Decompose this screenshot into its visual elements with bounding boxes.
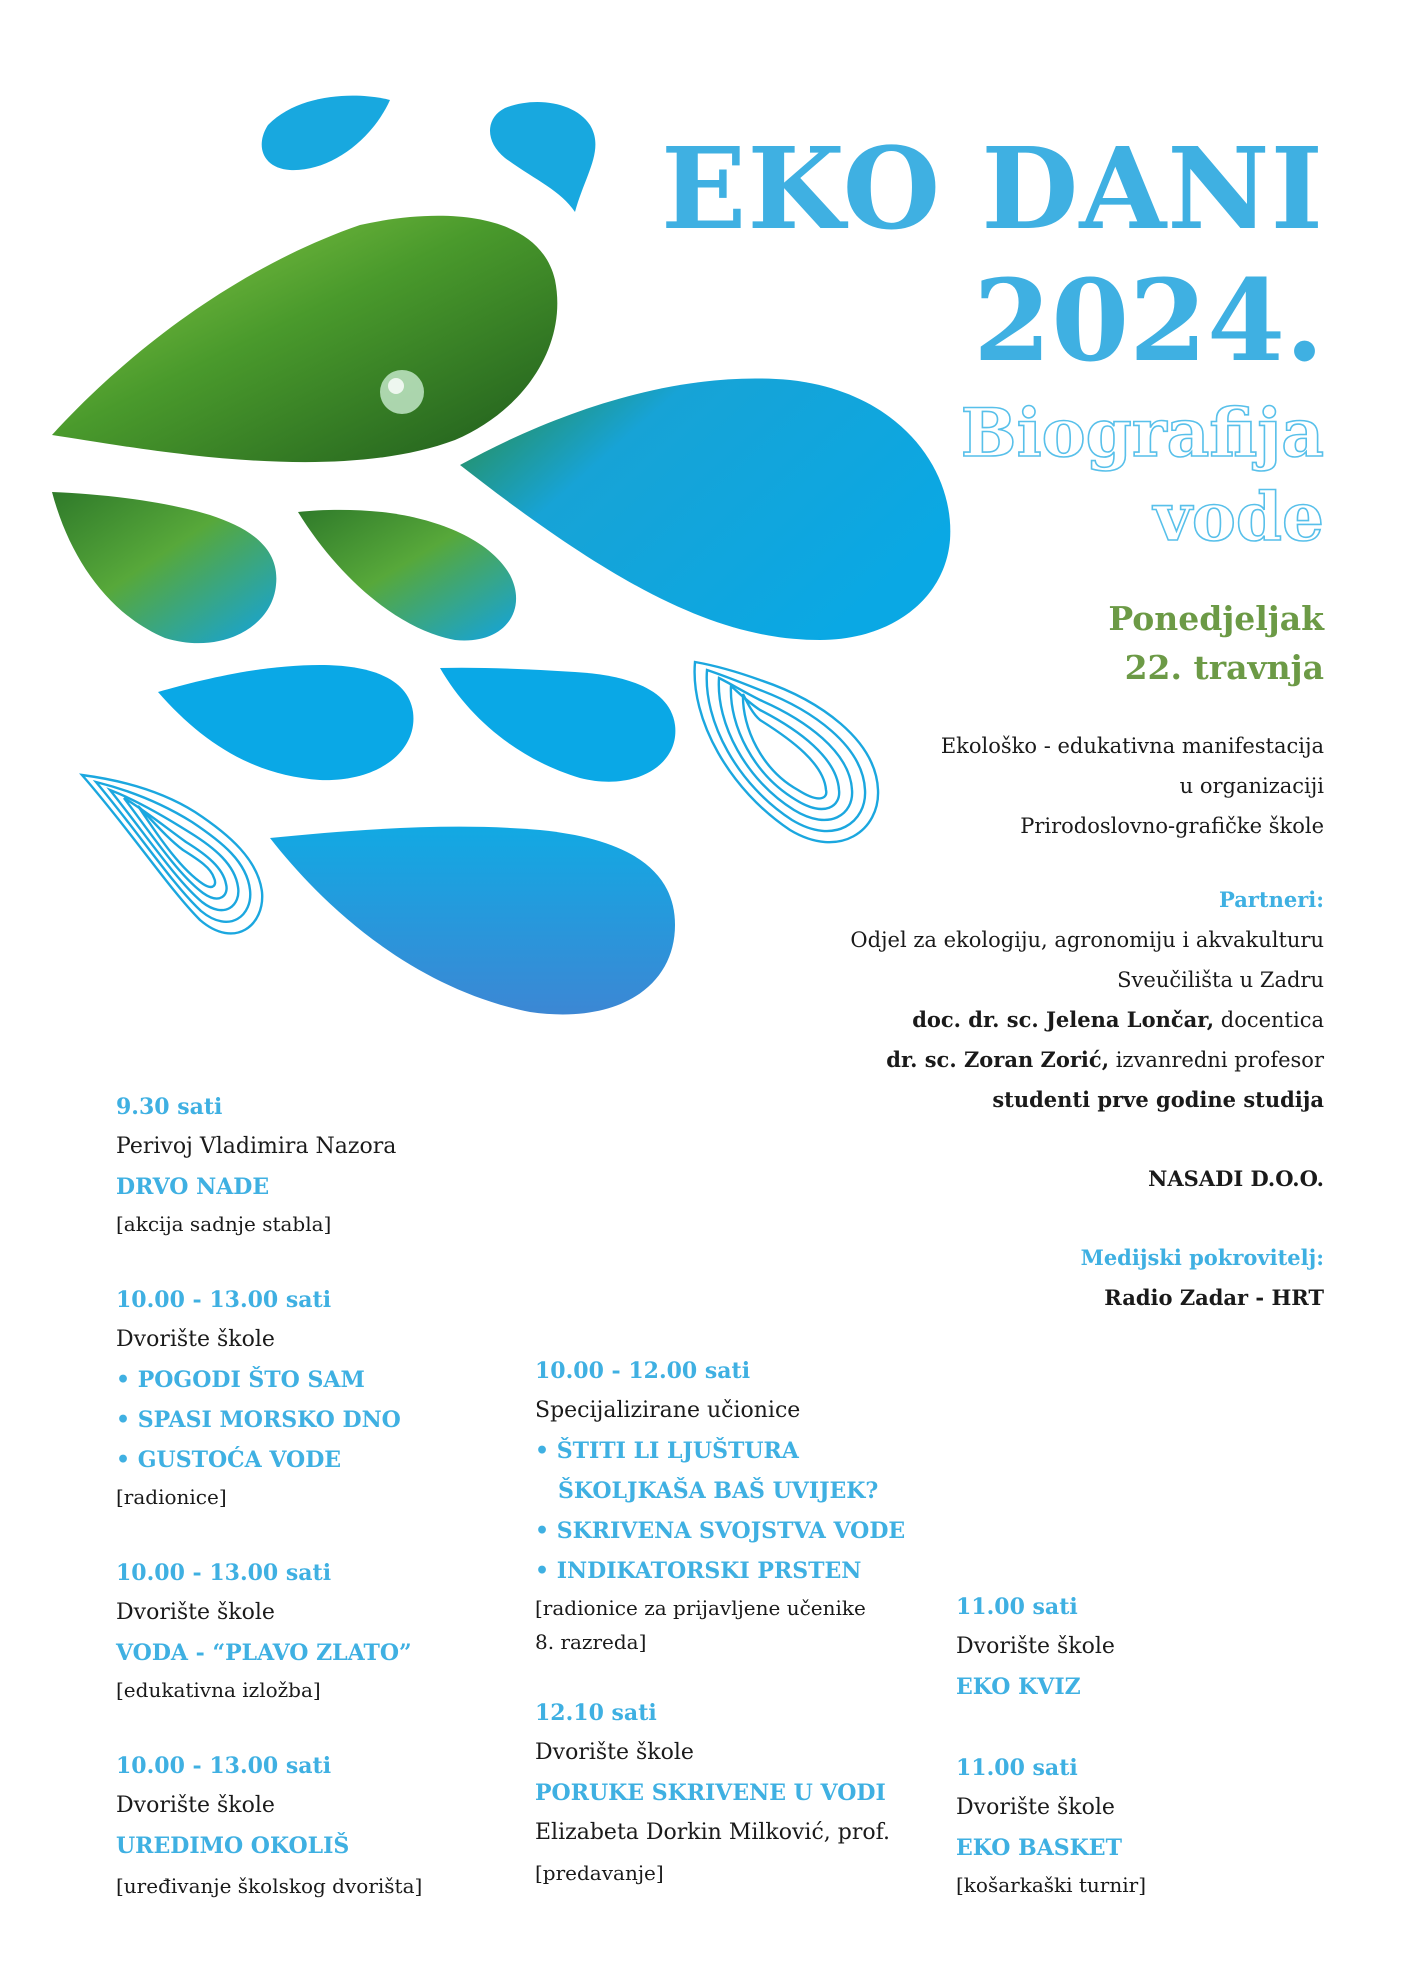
organizer-line3: Prirodoslovno-grafičke škole xyxy=(1020,814,1324,838)
schedule-place: Dvorište škole xyxy=(116,1793,275,1818)
schedule-time: 10.00 - 13.00 sati xyxy=(116,1753,332,1779)
schedule-speaker: Elizabeta Dorkin Milković, prof. xyxy=(535,1820,890,1845)
schedule-activity: • INDIKATORSKI PRSTEN xyxy=(535,1558,862,1584)
partners-line2: Sveučilišta u Zadru xyxy=(1117,968,1324,992)
schedule-activity: • GUSTOĆA VODE xyxy=(116,1447,342,1473)
schedule-note: [uređivanje školskog dvorišta] xyxy=(116,1874,423,1898)
person2-name: dr. sc. Zoran Zorić, xyxy=(886,1047,1110,1072)
schedule-activity: EKO BASKET xyxy=(956,1835,1122,1861)
organizer-line1: Ekološko - edukativna manifestacija xyxy=(940,734,1324,758)
partner-person2 xyxy=(886,1040,1324,1080)
schedule-place: Dvorište škole xyxy=(956,1795,1115,1820)
schedule-activity: • SPASI MORSKO DNO xyxy=(116,1407,401,1433)
schedule-activity: • ŠTITI LI LJUŠTURA xyxy=(535,1438,799,1464)
schedule-place: Dvorište škole xyxy=(956,1634,1115,1659)
person1-role: docentica xyxy=(1214,1008,1324,1032)
schedule-item xyxy=(535,1693,915,1893)
person1-name: doc. dr. sc. Jelena Lončar, xyxy=(912,1007,1215,1032)
partner-company: NASADI D.O.O. xyxy=(1148,1166,1324,1191)
schedule-activity: PORUKE SKRIVENE U VODI xyxy=(535,1780,886,1806)
organizer-line2: u organizaciji xyxy=(1179,774,1324,798)
partners-heading: Partneri: xyxy=(1218,887,1324,912)
schedule-item xyxy=(956,1587,1256,1707)
schedule-time: 11.00 sati xyxy=(956,1594,1078,1620)
drop-leaf-large xyxy=(52,216,557,462)
schedule-place: Perivoj Vladimira Nazora xyxy=(116,1134,397,1159)
person2-role: izvanredni profesor xyxy=(1109,1048,1324,1072)
schedule-activity: EKO KVIZ xyxy=(956,1674,1081,1700)
subtitle-line2: vode xyxy=(1153,478,1324,556)
media-heading: Medijski pokrovitelj: xyxy=(1080,1245,1324,1270)
drop-outline-left xyxy=(82,775,262,933)
partner-students: studenti prve godine studija xyxy=(992,1087,1324,1112)
drop-leaf-lower-left xyxy=(52,492,276,643)
drop-blue-mid xyxy=(440,668,675,782)
drop-small-top-left xyxy=(262,96,390,170)
subtitle-line1: Biografija xyxy=(960,394,1324,472)
partners-line1: Odjel za ekologiju, agronomiju i akvakulturu xyxy=(850,928,1324,952)
schedule-note: [predavanje] xyxy=(535,1861,664,1885)
title-line2: 2024. xyxy=(973,256,1324,387)
schedule-note: [radionice za prijavljene učenike xyxy=(535,1596,866,1620)
schedule-note: [edukativna izložba] xyxy=(116,1678,321,1702)
schedule-note: [košarkaški turnir] xyxy=(956,1873,1147,1897)
event-day: Ponedjeljak xyxy=(1108,599,1324,638)
schedule-note: [radionice] xyxy=(116,1485,227,1509)
schedule-place: Dvorište škole xyxy=(116,1327,275,1352)
schedule-item xyxy=(116,1553,536,1707)
event-date: 22. travnja xyxy=(1124,648,1324,687)
schedule-time: 10.00 - 13.00 sati xyxy=(116,1560,332,1586)
schedule-place: Dvorište škole xyxy=(535,1740,694,1765)
schedule-time: 12.10 sati xyxy=(535,1700,657,1726)
schedule-activity: ŠKOLJKAŠA BAŠ UVIJEK? xyxy=(535,1478,879,1504)
schedule-note: [akcija sadnje stabla] xyxy=(116,1212,332,1236)
schedule-item xyxy=(116,1746,536,1906)
schedule-activity: VODA - “PLAVO ZLATO” xyxy=(116,1640,412,1666)
schedule-item xyxy=(956,1748,1256,1902)
schedule-place: Dvorište škole xyxy=(116,1600,275,1625)
schedule-activity: DRVO NADE xyxy=(116,1174,270,1200)
partner-person1 xyxy=(912,1000,1324,1040)
drop-small-top-right xyxy=(490,102,595,212)
schedule-time: 10.00 - 13.00 sati xyxy=(116,1287,332,1313)
schedule-item xyxy=(535,1351,915,1659)
drop-outline-right xyxy=(695,662,878,842)
schedule-place: Specijalizirane učionice xyxy=(535,1398,801,1423)
schedule-note: 8. razreda] xyxy=(535,1630,647,1654)
schedule-activity: UREDIMO OKOLIŠ xyxy=(116,1833,350,1859)
schedule-activity: • POGODI ŠTO SAM xyxy=(116,1367,365,1393)
drop-blue-bottom xyxy=(270,827,675,1015)
drop-large-right xyxy=(460,378,950,640)
schedule-item xyxy=(116,1280,536,1514)
drop-leaf-middle xyxy=(298,510,516,641)
schedule-time: 10.00 - 12.00 sati xyxy=(535,1358,751,1384)
drop-blue-mid-left xyxy=(158,665,413,780)
schedule-item xyxy=(116,1087,536,1241)
media-name: Radio Zadar - HRT xyxy=(1104,1285,1324,1310)
schedule-time: 11.00 sati xyxy=(956,1755,1078,1781)
schedule-activity: • SKRIVENA SVOJSTVA VODE xyxy=(535,1518,906,1544)
title-line1: EKO DANI xyxy=(660,124,1324,255)
schedule-time: 9.30 sati xyxy=(116,1094,223,1120)
